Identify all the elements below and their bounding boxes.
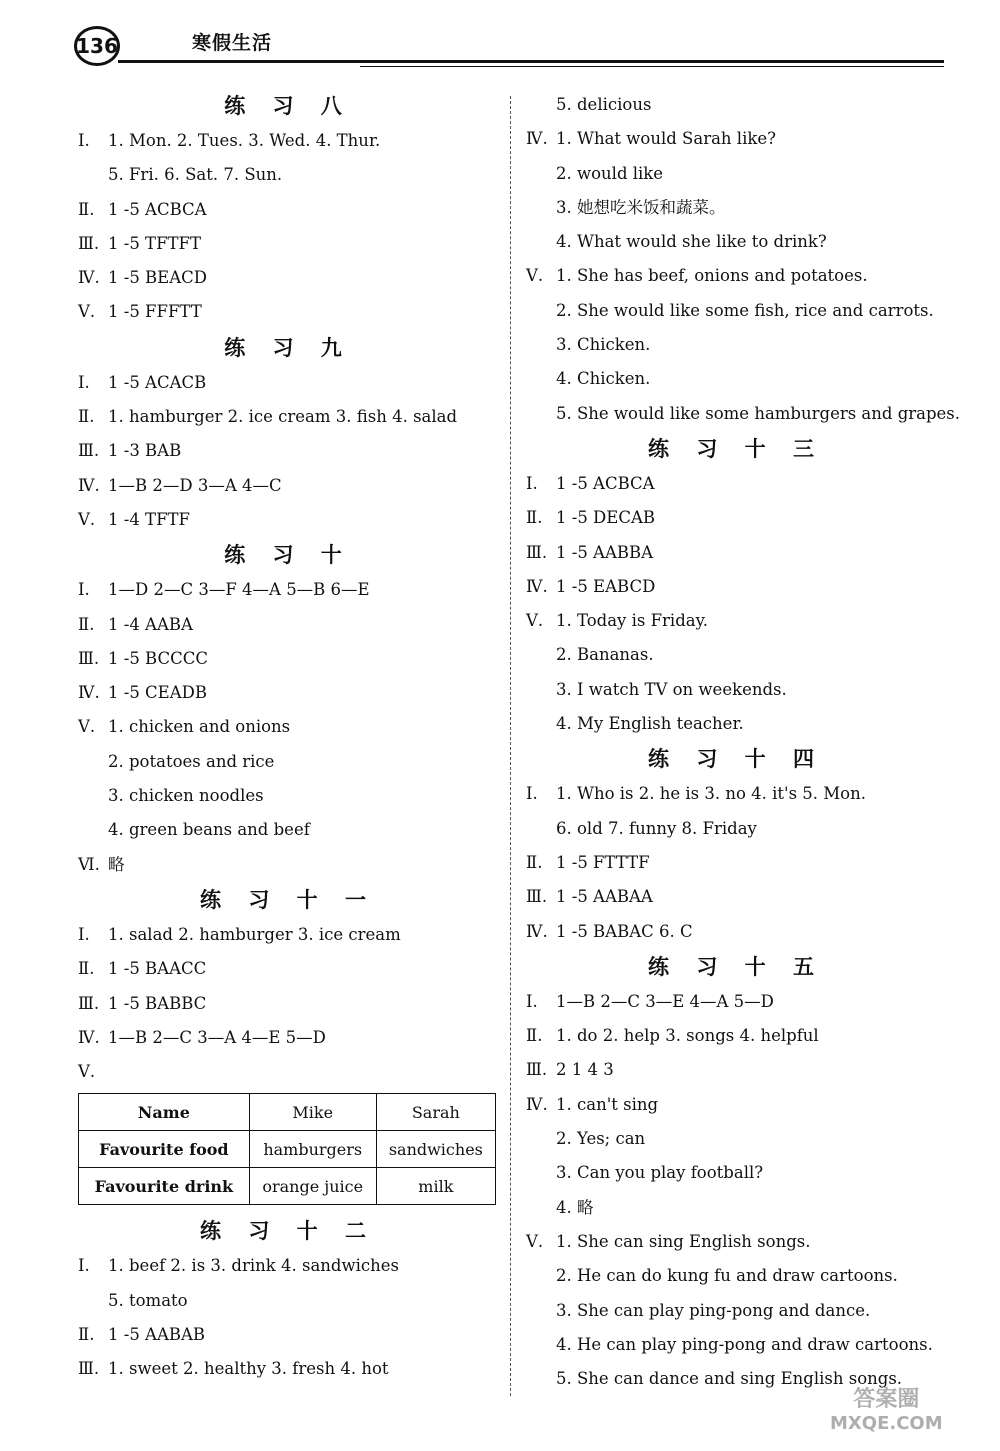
answer-line: Ⅰ. 1 -5 ACBCA bbox=[526, 473, 655, 493]
answer-line: 2. Yes; can bbox=[556, 1129, 646, 1149]
answer-line: Ⅲ. 1 -5 BABBC bbox=[78, 993, 207, 1013]
answer-line: Ⅳ. 1 -5 EABCD bbox=[526, 576, 656, 596]
answer-line: Ⅳ. 1 -5 CEADB bbox=[78, 683, 207, 703]
answer-line: 5. She can dance and sing English songs. bbox=[556, 1369, 903, 1389]
page-header bbox=[70, 22, 944, 72]
answer-line: Ⅴ. 1. chicken and onions bbox=[78, 717, 291, 737]
answer-line: 3. chicken noodles bbox=[108, 786, 264, 806]
answer-line: 5. tomato bbox=[108, 1290, 188, 1310]
watermark-logo: 答案圈 MXQE.COM bbox=[830, 1387, 943, 1434]
answer-line: 2. potatoes and rice bbox=[108, 751, 275, 771]
answer-line: 2. She would like some fish, rice and carrots. bbox=[556, 300, 934, 320]
answer-line: 4. He can play ping-pong and draw cartoons. bbox=[556, 1334, 933, 1354]
answer-line: 2. He can do kung fu and draw cartoons. bbox=[556, 1266, 898, 1286]
section-title: 练 习 十 五 bbox=[648, 954, 824, 979]
answer-line: Ⅲ. 1 -5 BCCCC bbox=[78, 648, 208, 668]
answer-line: 4. Chicken. bbox=[556, 369, 651, 389]
answer-line: Ⅵ. 略 bbox=[78, 854, 125, 874]
left-column bbox=[78, 88, 498, 1387]
section-title: 练 习 八 bbox=[224, 94, 352, 118]
table-cell: Sarah bbox=[376, 1094, 495, 1131]
answer-line: Ⅳ. 1 -5 BABAC 6. C bbox=[526, 921, 693, 941]
answer-line: Ⅰ. 1—D 2—C 3—F 4—A 5—B 6—E bbox=[78, 580, 370, 600]
answer-line: 3. Chicken. bbox=[556, 335, 651, 355]
favourites-table bbox=[78, 1093, 496, 1205]
answer-line: Ⅲ. 2 1 4 3 bbox=[526, 1060, 614, 1080]
table-cell: Mike bbox=[249, 1094, 376, 1131]
header-rule-thin bbox=[360, 66, 944, 67]
answer-line: Ⅴ. 1. Today is Friday. bbox=[526, 611, 708, 631]
answer-line: Ⅱ. 1. do 2. help 3. songs 4. helpful bbox=[526, 1026, 819, 1046]
section-title: 练 习 十 bbox=[224, 543, 352, 568]
answer-line: Ⅰ. 1. beef 2. is 3. drink 4. sandwiches bbox=[78, 1256, 399, 1276]
table-row bbox=[79, 1168, 496, 1205]
answer-line: Ⅱ. 1 -5 DECAB bbox=[526, 508, 655, 528]
answer-line: Ⅲ. 1 -5 AABBA bbox=[526, 542, 654, 562]
answer-line: 3. She can play ping-pong and dance. bbox=[556, 1300, 871, 1320]
answer-line: 6. old 7. funny 8. Friday bbox=[556, 818, 757, 838]
answer-line: Ⅴ. 1 -4 TFTF bbox=[78, 509, 190, 529]
answer-line: Ⅱ. 1 -4 AABA bbox=[78, 614, 193, 634]
answer-line: Ⅰ. 1. salad 2. hamburger 3. ice cream bbox=[78, 924, 401, 944]
answer-line: Ⅲ. 1 -3 BAB bbox=[78, 441, 182, 461]
section-title: 练 习 十 三 bbox=[648, 436, 824, 461]
answer-line: Ⅳ. 1. can't sing bbox=[526, 1094, 659, 1114]
table-row bbox=[79, 1094, 496, 1131]
table-cell: sandwiches bbox=[376, 1131, 495, 1168]
answer-line: 2. Bananas. bbox=[556, 645, 654, 665]
header-rule bbox=[118, 60, 944, 63]
answer-line: 5. delicious bbox=[556, 95, 652, 114]
section-title: 练 习 十 四 bbox=[648, 747, 824, 772]
section-title: 练 习 九 bbox=[224, 335, 352, 360]
section-title: 练 习 十 二 bbox=[200, 1219, 376, 1244]
answer-line: Ⅴ. 1. She has beef, onions and potatoes. bbox=[526, 266, 868, 286]
column-divider bbox=[510, 96, 511, 1396]
answer-line: 4. green beans and beef bbox=[108, 820, 310, 840]
right-column bbox=[526, 88, 961, 1396]
answer-line: 3. 她想吃米饭和蔬菜。 bbox=[556, 197, 726, 217]
answer-line: Ⅰ. 1. Who is 2. he is 3. no 4. it's 5. Mon. bbox=[526, 784, 866, 804]
answer-line: Ⅰ. 1 -5 ACACB bbox=[78, 372, 207, 392]
answer-line: Ⅱ. 1. hamburger 2. ice cream 3. fish 4. salad bbox=[78, 407, 458, 427]
table-cell: Favourite food bbox=[79, 1131, 250, 1168]
section-title: 练 习 十 一 bbox=[200, 887, 376, 912]
answer-line: 3. I watch TV on weekends. bbox=[556, 679, 787, 699]
answer-line: Ⅳ. 1—B 2—D 3—A 4—C bbox=[78, 475, 282, 495]
table-row bbox=[79, 1131, 496, 1168]
answer-line: 4. My English teacher. bbox=[556, 714, 744, 734]
answer-line: Ⅳ. 1 -5 BEACD bbox=[78, 268, 207, 288]
answer-line: 3. Can you play football? bbox=[556, 1163, 764, 1183]
answer-line: Ⅲ. 1. sweet 2. healthy 3. fresh 4. hot bbox=[78, 1359, 389, 1379]
answer-line: Ⅱ. 1 -5 BAACC bbox=[78, 959, 207, 979]
answer-line: 4. 略 bbox=[556, 1197, 594, 1217]
answer-line: 5. Fri. 6. Sat. 7. Sun. bbox=[108, 165, 283, 185]
table-cell: Favourite drink bbox=[79, 1168, 250, 1205]
answer-line: Ⅱ. 1 -5 ACBCA bbox=[78, 199, 207, 219]
table-cell: orange juice bbox=[249, 1168, 376, 1205]
answer-line: 4. What would she like to drink? bbox=[556, 232, 827, 252]
answer-line: Ⅴ. 1 -5 FFFTT bbox=[78, 302, 202, 322]
answer-line: Ⅳ. 1—B 2—C 3—A 4—E 5—D bbox=[78, 1027, 326, 1047]
table-cell: hamburgers bbox=[249, 1131, 376, 1168]
page-number: 136 bbox=[74, 26, 120, 66]
table-cell: Name bbox=[79, 1094, 250, 1131]
answer-line: Ⅱ. 1 -5 FTTTF bbox=[526, 852, 650, 872]
answer-line: Ⅲ. 1 -5 TFTFT bbox=[78, 233, 201, 253]
table-cell: milk bbox=[376, 1168, 495, 1205]
answer-line: 2. would like bbox=[556, 163, 664, 183]
answer-line: 5. She would like some hamburgers and grapes. bbox=[556, 403, 961, 423]
answer-line: Ⅴ. bbox=[78, 1062, 96, 1082]
answer-line: Ⅰ. 1—B 2—C 3—E 4—A 5—D bbox=[526, 991, 774, 1011]
answer-line: Ⅰ. 1. Mon. 2. Tues. 3. Wed. 4. Thur. bbox=[78, 131, 381, 150]
book-title: 寒假生活 bbox=[192, 32, 273, 54]
answer-line: Ⅳ. 1. What would Sarah like? bbox=[526, 129, 776, 149]
answer-line: Ⅴ. 1. She can sing English songs. bbox=[526, 1231, 811, 1251]
answer-line: Ⅲ. 1 -5 AABAA bbox=[526, 887, 653, 907]
answer-line: Ⅱ. 1 -5 AABAB bbox=[78, 1325, 206, 1345]
